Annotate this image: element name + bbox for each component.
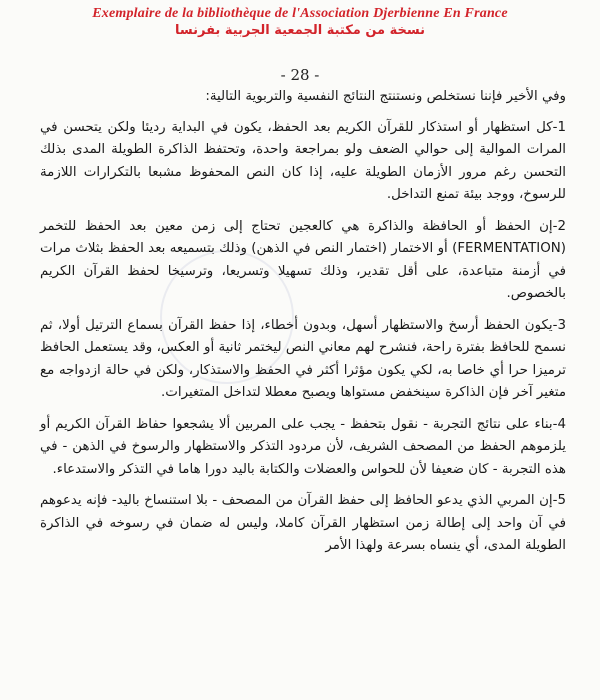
library-header [0, 6, 600, 38]
paragraph-3: 3-يكون الحفظ أرسخ والاستظهار أسهل، وبدون أخطاء، إذا حفظ القرآن بسماع الترتيل أولا، ثم نسمح للحافظ بفترة راحة، فنشرح لهم معاني النص ليختمر ثانية أو العكس، وقد يستعمل الحافظ ترميزا حرا أي خاصا به، لكي يكون مؤثرا أكثر في الحفظ والاستذكار، ولكن في حالة ازدواجه مع متغير آخر فإن الذاكرة سينخفض مستواها ويصبح معطلا لتداخل المتغيرات. [40, 317, 566, 400]
paragraph-5: 5-إن المربي الذي يدعو الحافظ إلى حفظ القرآن من المصحف - بلا استنساخ باليد- فإنه يدعوهم في آن واحد إلى إطالة زمن استظهار القرآن كاملا، وليس له ضمان في رسوخه في الذاكرة الطويلة المدى، أي ينساه بسرعة ولهذا الأمر [40, 493, 566, 553]
document-body [40, 86, 566, 567]
paragraph-4: 4-بناء على نتائج التجربة - نقول بتحفظ - يجب على المربين ألا يشجعوا حفاظ القرآن الكريم أو يلزموهم الحفظ من المصحف الشريف، لأن مردود التذكر والاستظهار والرسوخ في الذهن - في هذه التجربة - كان ضعيفا لأن للحواس والعضلات والكتابة باليد دورا هاما في التذكر والاستدعاء. [40, 416, 566, 477]
paragraph-1: 1-كل استظهار أو استذكار للقرآن الكريم بعد الحفظ، يكون في البداية رديئا ولكن يتحسن في المرات الموالية إلى حوالي الضعف ولو بمراجعة واحدة، وتحتفظ الذاكرة الطويلة المدى بذلك التحسن رغم مرور الأزمان الطويلة عليه، إذا كان النص المحفوظ مشبعا بالتكرارات اللازمة للرسوخ، ووجد بيئة تمنع التداخل. [40, 119, 566, 202]
page-number: - 28 - [280, 66, 320, 84]
intro-line: وفي الأخير فإننا نستخلص ونستنتج النتائج النفسية والتربوية التالية: [205, 89, 566, 104]
paragraph-2: 2-إن الحفظ أو الحافظة والذاكرة هي كالعجين تحتاج إلى زمن معين بعد الحفظ للتخمر (FERMENTATION) أو الاختمار (اختمار النص في الذهن) وذلك بتسميعه بعد الحفظ بثلاث مرات في أزمنة متباعدة، على أقل تقدير، وذلك تسهيلا وتسريعا، وترسيخا لحفظ القرآن الكريم بالخصوص. [40, 218, 566, 301]
header-arabic-line: نسخة من مكتبة الجمعية الجربية بفرنسا [175, 23, 425, 38]
header-french-line: Exemplaire de la bibliothèque de l'Association Djerbienne En France [92, 6, 508, 21]
